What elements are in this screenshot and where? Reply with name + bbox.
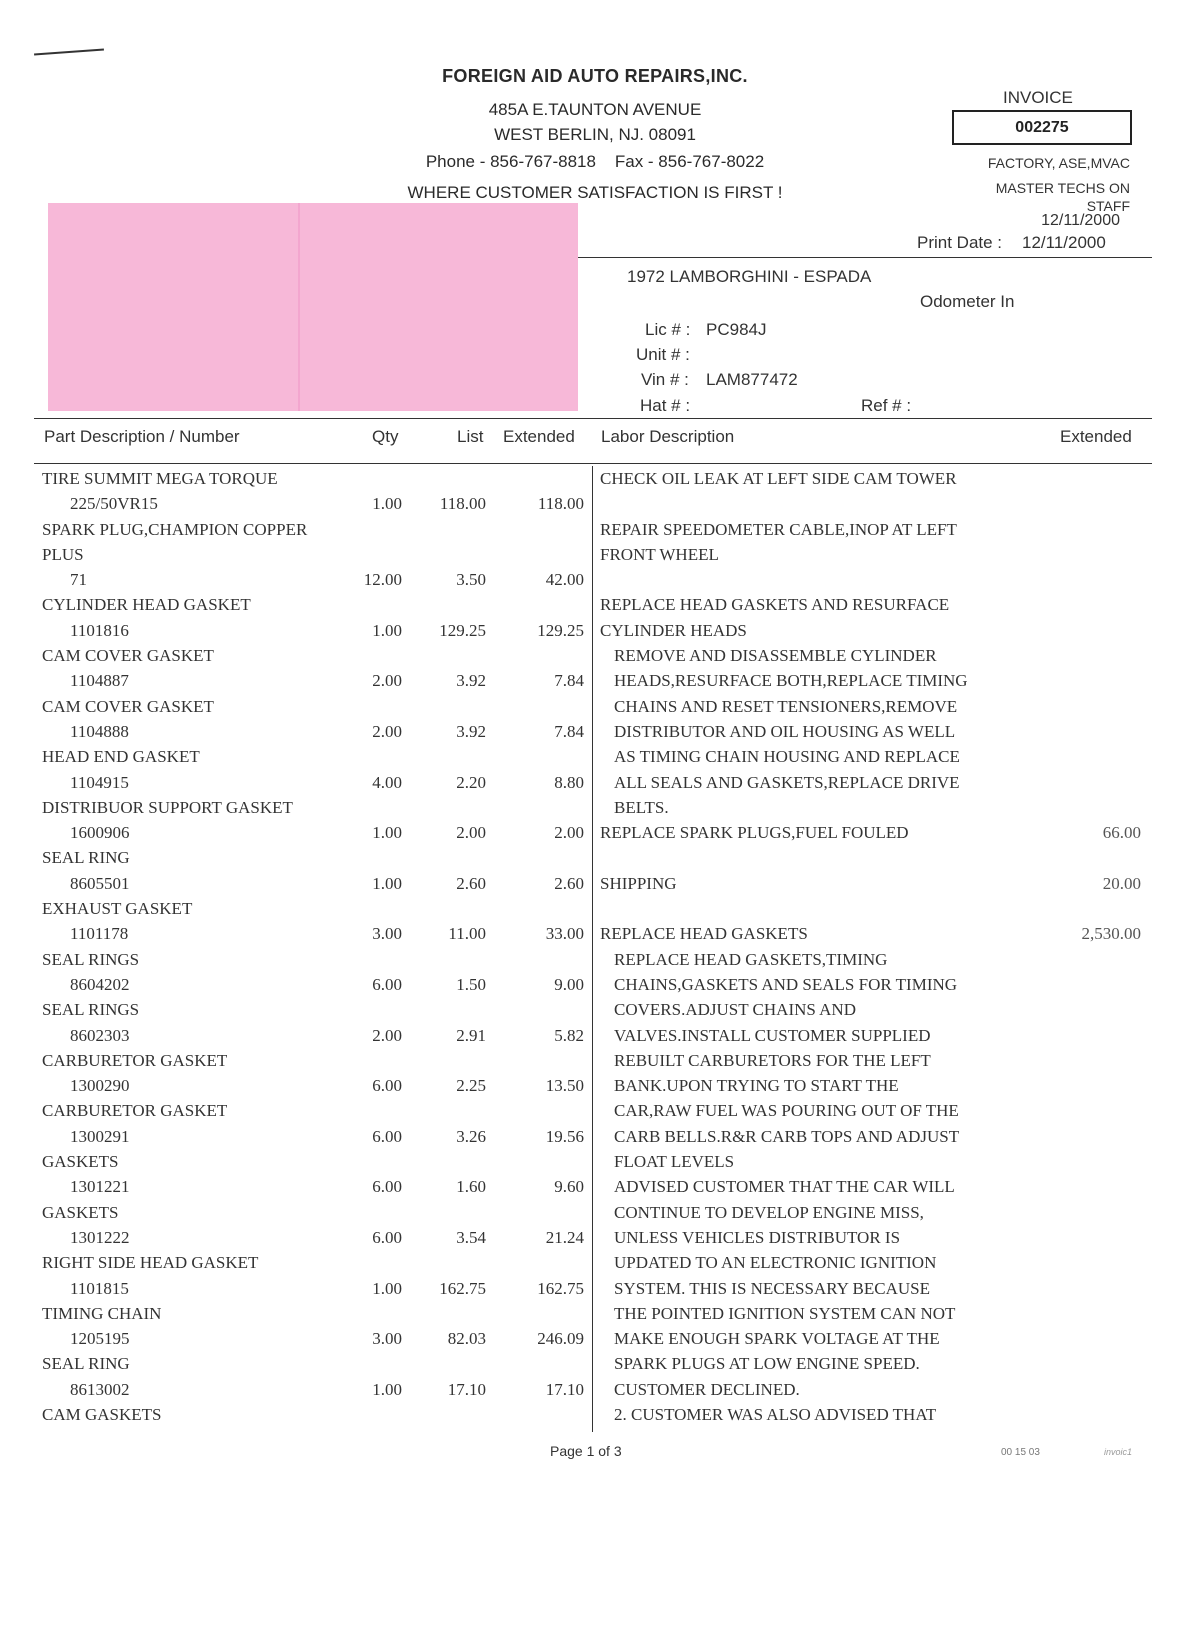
part-number: 225/50VR15 [70, 494, 158, 514]
part-list-price: 1.60 [456, 1177, 486, 1197]
part-list-price: 3.92 [456, 721, 486, 741]
labor-description: REMOVE AND DISASSEMBLE CYLINDER [614, 646, 937, 666]
labor-description: COVERS.ADJUST CHAINS AND [614, 1000, 856, 1020]
part-extended: 7.84 [554, 721, 584, 741]
vin-label: Vin # : [641, 370, 689, 389]
labor-description: REPLACE SPARK PLUGS,FUEL FOULED [600, 823, 909, 843]
part-list-price: 17.10 [447, 1379, 486, 1399]
table-top-rule [34, 418, 1152, 419]
part-list-price: 11.00 [448, 924, 486, 944]
labor-row [600, 1200, 1145, 1225]
part-row [42, 921, 590, 946]
redacted-customer-info [48, 203, 578, 411]
part-description: SEAL RINGS [42, 1000, 140, 1020]
part-extended: 162.75 [537, 1278, 584, 1298]
part-row [42, 1326, 590, 1351]
part-description: SEAL RINGS [42, 949, 140, 969]
part-qty: 6.00 [372, 1177, 402, 1197]
labor-row [600, 592, 1145, 617]
labor-description: REBUILT CARBURETORS FOR THE LEFT [614, 1050, 931, 1070]
part-number: 8605501 [70, 873, 130, 893]
lic-label: Lic # : [645, 320, 691, 339]
labor-row [600, 896, 1145, 921]
labor-row [600, 1377, 1145, 1402]
part-list-price: 3.54 [456, 1227, 486, 1247]
part-extended: 42.00 [545, 570, 584, 590]
labor-row [600, 466, 1145, 491]
company-name: FOREIGN AID AUTO REPAIRS,INC. [442, 66, 748, 86]
labor-row [600, 668, 1145, 693]
part-extended: 2.00 [554, 823, 584, 843]
labor-row [600, 1225, 1145, 1250]
part-row [42, 1073, 590, 1098]
labor-extended: 66.00 [1102, 823, 1141, 843]
part-number: 1301221 [70, 1177, 130, 1197]
part-extended: 7.84 [554, 671, 584, 691]
part-row [42, 542, 590, 567]
part-qty: 1.00 [372, 1379, 402, 1399]
part-row [42, 1023, 590, 1048]
labor-description: SHIPPING [600, 873, 677, 893]
company-tagline: WHERE CUSTOMER SATISFACTION IS FIRST ! [407, 183, 783, 202]
part-list-price: 3.92 [456, 671, 486, 691]
col-part-description: Part Description / Number [44, 427, 240, 446]
part-row [42, 1402, 590, 1427]
labor-description: CHAINS,GASKETS AND SEALS FOR TIMING [614, 974, 958, 994]
col-labor-extended: Extended [1060, 427, 1132, 446]
part-description: CAM GASKETS [42, 1404, 162, 1424]
labor-description: REPAIR SPEEDOMETER CABLE,INOP AT LEFT [600, 519, 957, 539]
labor-description: REPLACE HEAD GASKETS,TIMING [614, 949, 888, 969]
company-phones: Phone - 856-767-8818 Fax - 856-767-8022 [425, 152, 765, 171]
part-row [42, 997, 590, 1022]
part-extended: 17.10 [545, 1379, 584, 1399]
part-row [42, 795, 590, 820]
labor-row [600, 643, 1145, 668]
labor-row [600, 1048, 1145, 1073]
company-address-line2: WEST BERLIN, NJ. 08091 [494, 125, 696, 144]
certifications-line3: STAFF [1086, 198, 1130, 214]
part-description: SEAL RING [42, 848, 130, 868]
labor-row [600, 1149, 1145, 1174]
part-list-price: 118.00 [439, 494, 486, 514]
part-description: PLUS [42, 544, 84, 564]
part-row [42, 668, 590, 693]
labor-description: VALVES.INSTALL CUSTOMER SUPPLIED [614, 1025, 931, 1045]
unit-label: Unit # : [636, 345, 690, 364]
labor-description: THE POINTED IGNITION SYSTEM CAN NOT [614, 1303, 956, 1323]
part-qty: 12.00 [363, 570, 402, 590]
lic-value: PC984J [706, 320, 767, 339]
part-row [42, 567, 590, 592]
part-row [42, 871, 590, 896]
part-number: 1104915 [70, 772, 129, 792]
labor-description: FLOAT LEVELS [614, 1152, 735, 1172]
part-number: 8602303 [70, 1025, 130, 1045]
labor-description: BELTS. [614, 797, 669, 817]
part-row [42, 770, 590, 795]
part-list-price: 1.50 [456, 974, 486, 994]
part-qty: 6.00 [372, 1076, 402, 1096]
part-description: CARBURETOR GASKET [42, 1101, 228, 1121]
labor-row [600, 1124, 1145, 1149]
part-qty: 1.00 [372, 873, 402, 893]
labor-description: REPLACE HEAD GASKETS AND RESURFACE [600, 595, 950, 615]
part-number: 1101816 [70, 620, 129, 640]
hat-label: Hat # : [640, 396, 691, 415]
part-extended: 13.50 [545, 1076, 584, 1096]
part-row [42, 694, 590, 719]
labor-row [600, 1023, 1145, 1048]
labor-row [600, 1174, 1145, 1199]
part-row [42, 1174, 590, 1199]
ref-label: Ref # : [861, 396, 912, 415]
part-description: CAM COVER GASKET [42, 646, 214, 666]
part-extended: 9.00 [554, 974, 584, 994]
part-row [42, 1149, 590, 1174]
part-description: CYLINDER HEAD GASKET [42, 595, 251, 615]
labor-row [600, 1073, 1145, 1098]
col-list: List [457, 427, 484, 446]
invoice-date: 12/11/2000 [1041, 212, 1120, 229]
labor-description: CHAINS AND RESET TENSIONERS,REMOVE [614, 696, 958, 716]
part-number: 1101815 [70, 1278, 129, 1298]
labor-extended: 20.00 [1102, 873, 1141, 893]
pen-mark [34, 49, 104, 56]
part-extended: 246.09 [537, 1329, 584, 1349]
part-extended: 21.24 [545, 1227, 584, 1247]
labor-row [600, 1326, 1145, 1351]
part-row [42, 1225, 590, 1250]
part-description: TIMING CHAIN [42, 1303, 162, 1323]
part-row [42, 896, 590, 921]
part-number: 1104887 [70, 671, 129, 691]
part-qty: 6.00 [372, 974, 402, 994]
part-row [42, 1124, 590, 1149]
labor-row [600, 997, 1145, 1022]
labor-row [600, 491, 1145, 516]
part-qty: 2.00 [372, 1025, 402, 1045]
labor-row [600, 972, 1145, 997]
part-number: 1301222 [70, 1227, 130, 1247]
labor-row [600, 871, 1145, 896]
part-list-price: 129.25 [439, 620, 486, 640]
part-extended: 118.00 [537, 494, 584, 514]
part-qty: 3.00 [372, 1329, 402, 1349]
invoice-label: INVOICE [1003, 88, 1073, 107]
labor-description: CYLINDER HEADS [600, 620, 747, 640]
labor-row [600, 694, 1145, 719]
labor-description: MAKE ENOUGH SPARK VOLTAGE AT THE [614, 1329, 940, 1349]
part-number: 1300291 [70, 1126, 130, 1146]
part-list-price: 2.00 [456, 823, 486, 843]
page-indicator: Page 1 of 3 [550, 1443, 622, 1459]
labor-row [600, 744, 1145, 769]
part-qty: 2.00 [372, 721, 402, 741]
part-number: 1300290 [70, 1076, 130, 1096]
part-description: GASKETS [42, 1202, 119, 1222]
part-row [42, 947, 590, 972]
col-extended: Extended [503, 427, 575, 446]
part-extended: 2.60 [554, 873, 584, 893]
part-number: 1104888 [70, 721, 129, 741]
footer-code: 00 15 03 [1001, 1447, 1040, 1458]
labor-row [600, 820, 1145, 845]
part-description: CAM COVER GASKET [42, 696, 214, 716]
part-row [42, 744, 590, 769]
part-description: DISTRIBUOR SUPPORT GASKET [42, 797, 293, 817]
part-qty: 4.00 [372, 772, 402, 792]
part-row [42, 1250, 590, 1275]
vehicle-description: 1972 LAMBORGHINI - ESPADA [627, 267, 872, 286]
labor-description: FRONT WHEEL [600, 544, 719, 564]
labor-row [600, 1351, 1145, 1376]
part-row [42, 1048, 590, 1073]
part-description: SPARK PLUG,CHAMPION COPPER [42, 519, 308, 539]
part-number: 1600906 [70, 823, 130, 843]
print-date-label: Print Date : [917, 233, 1003, 252]
part-row [42, 1200, 590, 1225]
col-qty: Qty [372, 427, 399, 446]
part-row [42, 820, 590, 845]
column-divider [592, 466, 593, 1432]
part-extended: 129.25 [537, 620, 584, 640]
labor-row [600, 567, 1145, 592]
labor-row [600, 770, 1145, 795]
labor-row [600, 517, 1145, 542]
part-list-price: 2.91 [456, 1025, 486, 1045]
part-number: 1205195 [70, 1329, 130, 1349]
part-row [42, 466, 590, 491]
part-extended: 8.80 [554, 772, 584, 792]
labor-extended: 2,530.00 [1081, 924, 1141, 944]
labor-description: UPDATED TO AN ELECTRONIC IGNITION [614, 1253, 937, 1273]
part-description: RIGHT SIDE HEAD GASKET [42, 1253, 259, 1273]
labor-row [600, 845, 1145, 870]
labor-description: BANK.UPON TRYING TO START THE [614, 1076, 899, 1096]
part-extended: 5.82 [554, 1025, 584, 1045]
part-qty: 3.00 [372, 924, 402, 944]
part-qty: 2.00 [372, 671, 402, 691]
part-qty: 1.00 [372, 823, 402, 843]
labor-row [600, 1402, 1145, 1427]
labor-row [600, 542, 1145, 567]
part-row [42, 1276, 590, 1301]
part-number: 8613002 [70, 1379, 130, 1399]
labor-description: ADVISED CUSTOMER THAT THE CAR WILL [614, 1177, 955, 1197]
part-row [42, 517, 590, 542]
labor-description: AS TIMING CHAIN HOUSING AND REPLACE [614, 747, 960, 767]
part-list-price: 82.03 [447, 1329, 486, 1349]
part-description: EXHAUST GASKET [42, 899, 193, 919]
labor-description: CARB BELLS.R&R CARB TOPS AND ADJUST [614, 1126, 960, 1146]
labor-description: SYSTEM. THIS IS NECESSARY BECAUSE [614, 1278, 930, 1298]
part-row [42, 845, 590, 870]
part-list-price: 2.20 [456, 772, 486, 792]
company-address-line1: 485A E.TAUNTON AVENUE [488, 100, 702, 119]
part-row [42, 618, 590, 643]
part-qty: 1.00 [372, 494, 402, 514]
labor-description: CUSTOMER DECLINED. [614, 1379, 800, 1399]
form-id: invoic1 [1104, 1447, 1133, 1457]
part-description: GASKETS [42, 1152, 119, 1172]
labor-row [600, 618, 1145, 643]
labor-description: HEADS,RESURFACE BOTH,REPLACE TIMING [614, 671, 968, 691]
part-qty: 6.00 [372, 1126, 402, 1146]
redaction-seam [298, 203, 300, 411]
part-number: 1101178 [70, 924, 129, 944]
part-row [42, 972, 590, 997]
part-extended: 19.56 [545, 1126, 584, 1146]
part-description: CARBURETOR GASKET [42, 1050, 228, 1070]
part-qty: 6.00 [372, 1227, 402, 1247]
print-date-value: 12/11/2000 [1022, 233, 1106, 252]
part-row [42, 1351, 590, 1376]
labor-description: CHECK OIL LEAK AT LEFT SIDE CAM TOWER [600, 469, 957, 488]
labor-description: UNLESS VEHICLES DISTRIBUTOR IS [614, 1227, 901, 1247]
certifications-line1: FACTORY, ASE,MVAC [987, 155, 1130, 171]
part-row [42, 719, 590, 744]
part-number: 71 [70, 570, 87, 590]
part-row [42, 643, 590, 668]
part-list-price: 162.75 [439, 1278, 486, 1298]
part-description: HEAD END GASKET [42, 747, 200, 767]
col-labor-description: Labor Description [601, 427, 735, 446]
part-extended: 9.60 [554, 1177, 584, 1197]
part-list-price: 3.50 [456, 570, 486, 590]
part-row [42, 1301, 590, 1326]
part-description: SEAL RING [42, 1354, 130, 1374]
labor-row [600, 795, 1145, 820]
part-extended: 33.00 [545, 924, 584, 944]
header-divider [578, 257, 1152, 258]
labor-description: SPARK PLUGS AT LOW ENGINE SPEED. [614, 1354, 920, 1374]
part-row [42, 592, 590, 617]
part-row [42, 1377, 590, 1402]
odometer-label: Odometer In [920, 292, 1015, 311]
part-qty: 1.00 [372, 620, 402, 640]
part-list-price: 2.25 [456, 1076, 486, 1096]
part-list-price: 3.26 [456, 1126, 486, 1146]
invoice-number: 002275 [952, 110, 1132, 145]
part-list-price: 2.60 [456, 873, 486, 893]
certifications-line2: MASTER TECHS ON [995, 180, 1130, 196]
labor-description: ALL SEALS AND GASKETS,REPLACE DRIVE [614, 772, 960, 792]
vin-value: LAM877472 [706, 370, 798, 389]
labor-description: CONTINUE TO DEVELOP ENGINE MISS, [614, 1202, 924, 1222]
labor-description: DISTRIBUTOR AND OIL HOUSING AS WELL [614, 721, 956, 741]
part-qty: 1.00 [372, 1278, 402, 1298]
table-header-rule [34, 463, 1152, 464]
labor-row [600, 1250, 1145, 1275]
labor-description: REPLACE HEAD GASKETS [600, 924, 808, 944]
labor-row [600, 947, 1145, 972]
labor-row [600, 921, 1145, 946]
labor-row [600, 1098, 1145, 1123]
part-number: 8604202 [70, 974, 130, 994]
labor-row [600, 719, 1145, 744]
parts-list [42, 466, 590, 1427]
part-description: TIRE SUMMIT MEGA TORQUE [42, 469, 278, 488]
part-row [42, 1098, 590, 1123]
labor-description: CAR,RAW FUEL WAS POURING OUT OF THE [614, 1101, 959, 1121]
part-row [42, 491, 590, 516]
labor-list [600, 466, 1145, 1427]
labor-description: 2. CUSTOMER WAS ALSO ADVISED THAT [614, 1404, 937, 1424]
labor-row [600, 1276, 1145, 1301]
labor-row [600, 1301, 1145, 1326]
